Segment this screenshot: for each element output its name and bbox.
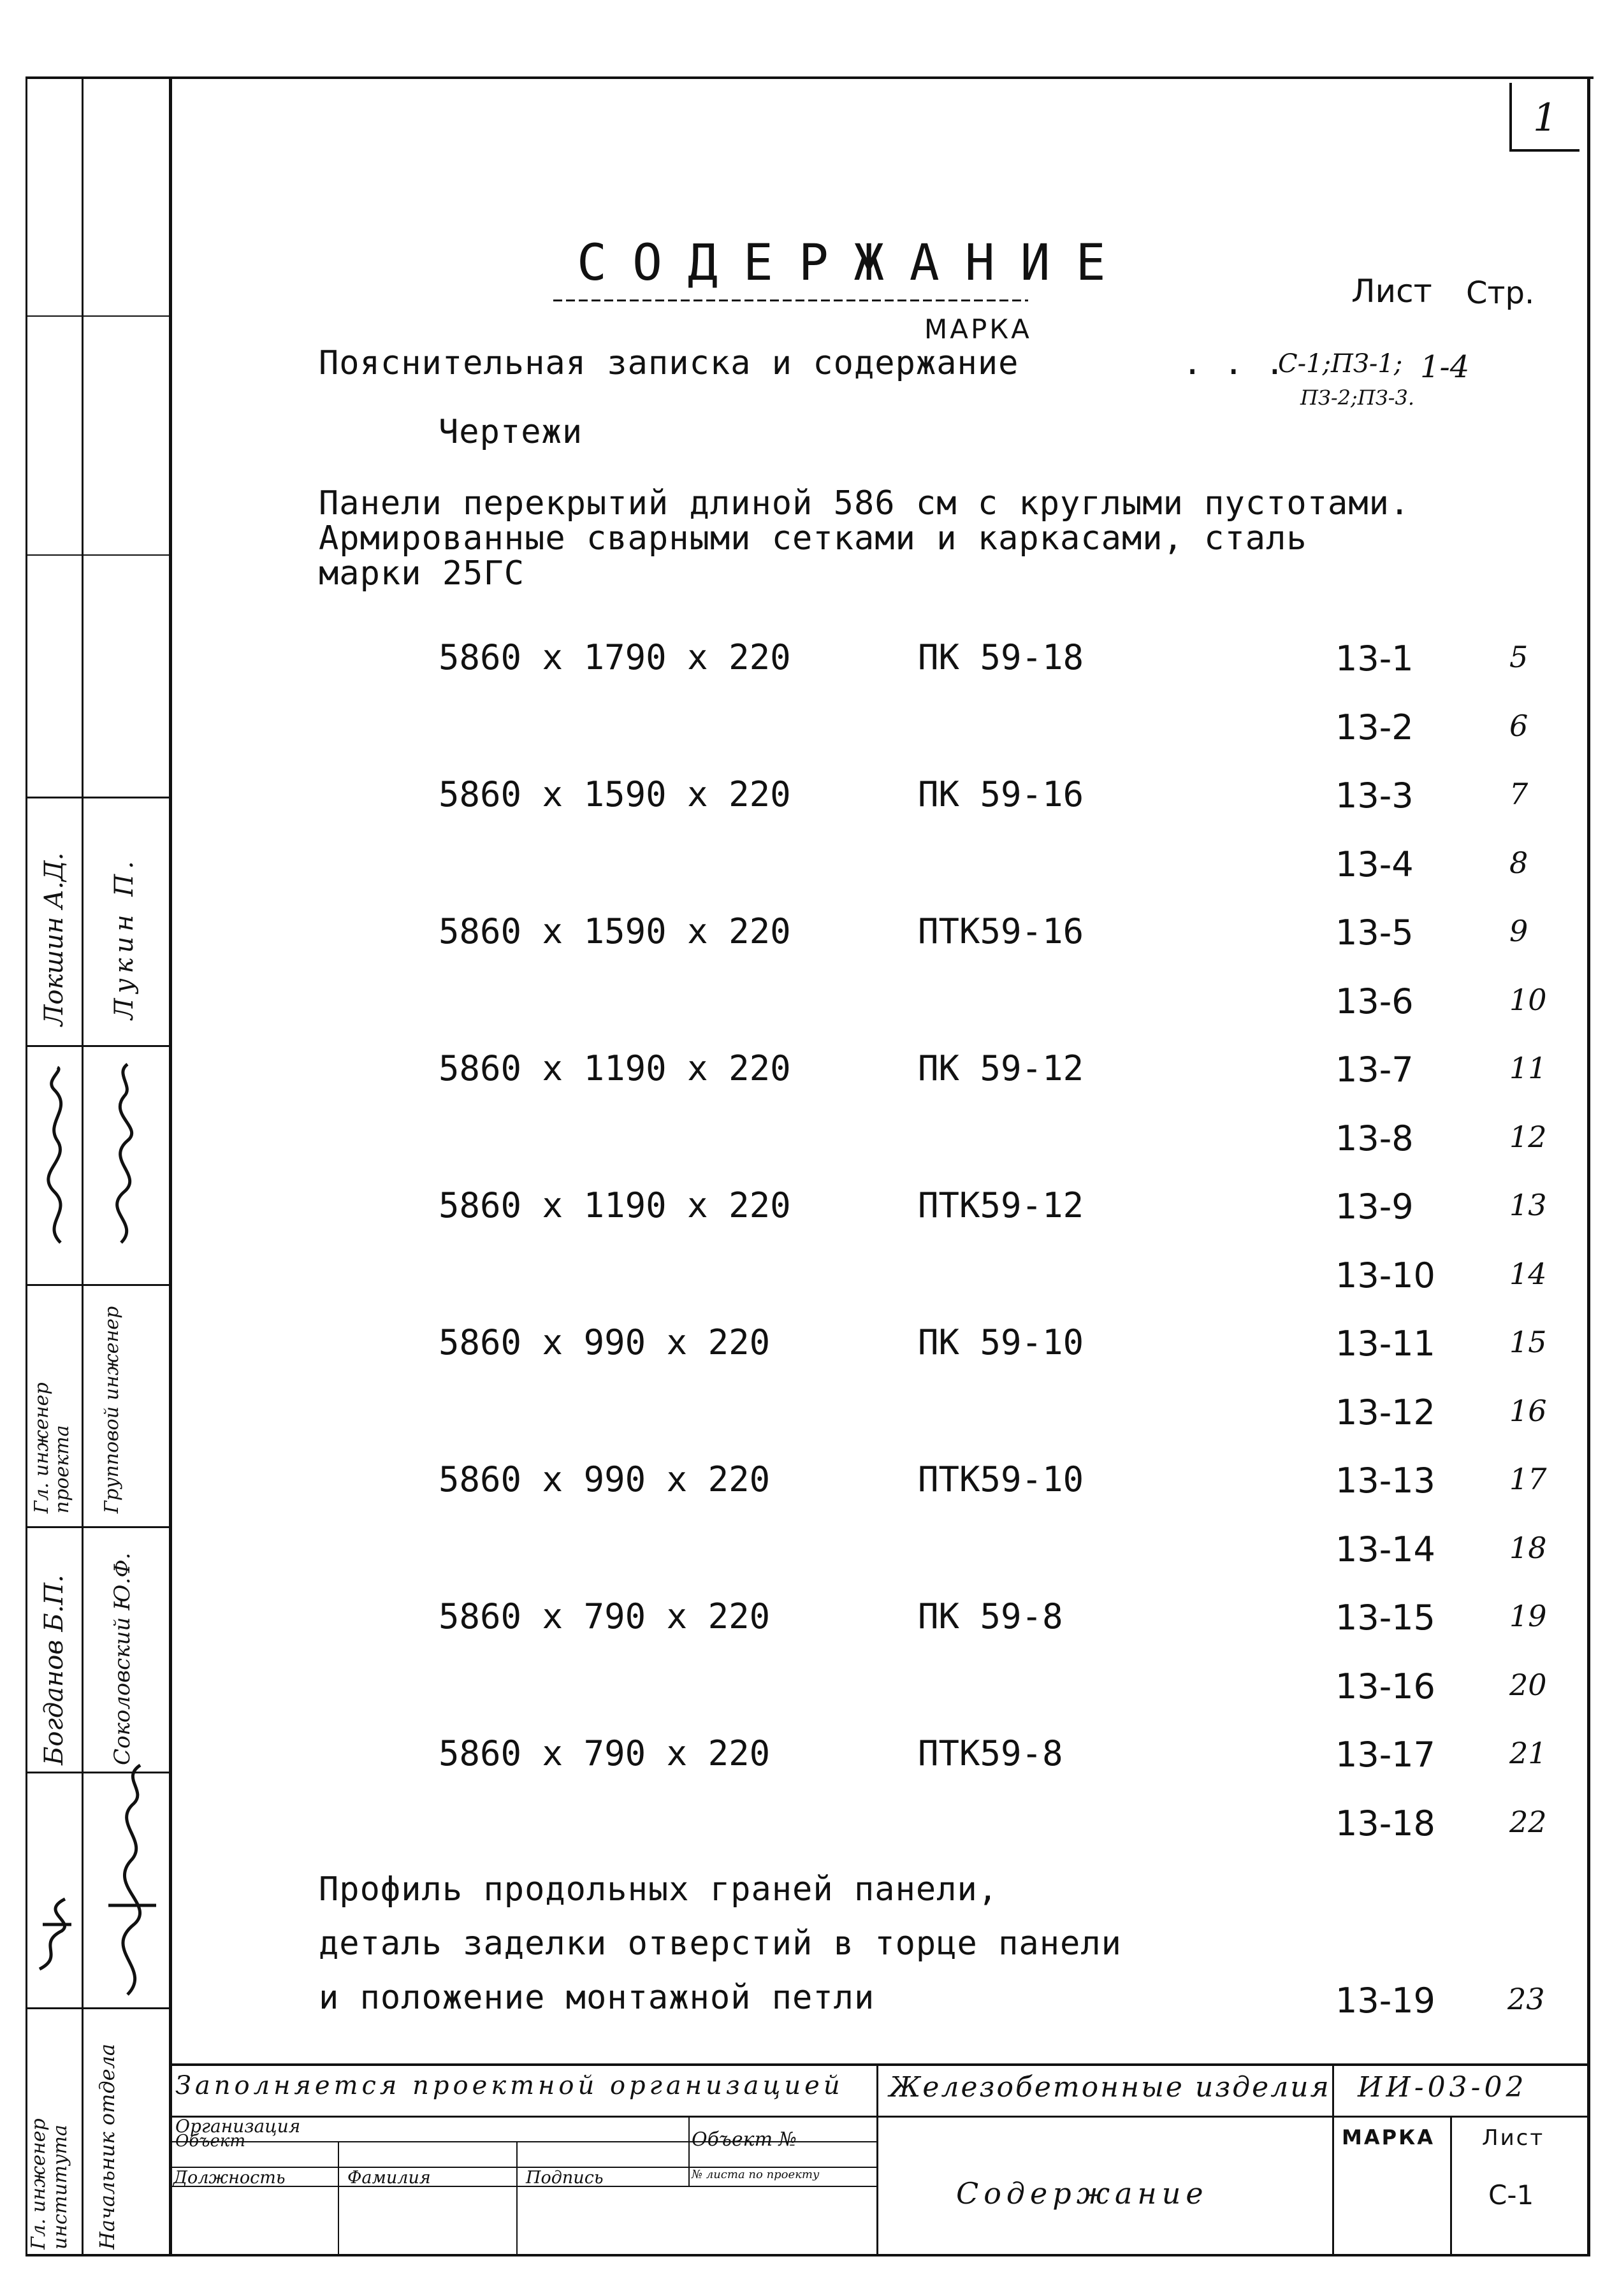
row-dimensions: 5860 x 1590 x 220 <box>439 774 791 814</box>
description-line-2: Армированные сварными сетками и каркасами, сталь <box>319 519 1307 558</box>
row-sheet: 13-18 <box>1335 1803 1435 1844</box>
stamp-surname: Фамилия <box>347 2168 431 2188</box>
description-line-3: марки 25ГС <box>319 554 525 593</box>
row-page: 8 <box>1509 846 1528 880</box>
row-sheet: 13-1 <box>1335 639 1414 679</box>
signature-2 <box>96 1058 147 1249</box>
row-page: 11 <box>1509 1051 1547 1085</box>
intro-label: Пояснительная записка и содержание <box>319 344 1019 382</box>
row-sheet: 13-3 <box>1335 776 1414 816</box>
sidebar-role-chief-engineer-project: Гл. инженер проекта <box>31 1382 73 1513</box>
stamp-col-e <box>338 2141 339 2254</box>
header-sheet: Лист <box>1351 273 1432 310</box>
row-page: 13 <box>1509 1188 1547 1222</box>
stamp-organization: Организация <box>175 2116 301 2137</box>
stamp-signature: Подпись <box>526 2168 604 2188</box>
row-sheet: 13-5 <box>1335 913 1414 953</box>
row-sheet: 13-8 <box>1335 1118 1414 1159</box>
row-page: 14 <box>1509 1257 1547 1291</box>
row-mark: ПТК59-16 <box>918 911 1084 951</box>
stamp-sheet-label: Лист <box>1482 2125 1545 2151</box>
sidebar-divider <box>25 2007 169 2009</box>
sidebar-divider <box>25 1284 169 1286</box>
stamp-position: Должность <box>173 2168 286 2188</box>
row-page: 21 <box>1509 1736 1547 1770</box>
row-sheet: 13-12 <box>1335 1392 1435 1433</box>
row-page: 18 <box>1509 1531 1547 1565</box>
sidebar-divider <box>25 1526 169 1528</box>
description-line-1: Панели перекрытий длиной 586 см с круглыми пустотами. <box>319 484 1411 523</box>
stamp-row1-bottom <box>169 2116 1589 2118</box>
row-dimensions: 5860 x 1590 x 220 <box>439 911 791 951</box>
sidebar-name-lokshin: Локшин А.Д. <box>40 852 69 1026</box>
row-page: 6 <box>1509 709 1528 743</box>
row-sheet: 13-6 <box>1335 981 1414 1022</box>
row-dimensions: 5860 x 1790 x 220 <box>439 637 791 677</box>
row-sheet: 13-7 <box>1335 1050 1414 1090</box>
row-dimensions: 5860 x 1190 x 220 <box>439 1185 791 1225</box>
page-number: 1 <box>1533 96 1558 140</box>
sidebar-name-bogdanov: Богданов Б.П. <box>40 1574 69 1765</box>
row-sheet: 13-15 <box>1335 1598 1435 1638</box>
row-page: 15 <box>1509 1325 1547 1359</box>
sidebar-divider <box>25 1045 169 1047</box>
stamp-sheet-value: С-1 <box>1488 2179 1534 2211</box>
row-page: 22 <box>1509 1805 1547 1839</box>
profile-line-3: и положение монтажной петли <box>319 1979 875 2017</box>
row-dimensions: 5860 x 1190 x 220 <box>439 1048 791 1088</box>
profile-sheet: 13-19 <box>1335 1981 1435 2021</box>
row-page: 9 <box>1509 914 1528 948</box>
stamp-col-c <box>1450 2116 1452 2255</box>
frame-right <box>1587 76 1590 2256</box>
signature-4 <box>33 1886 78 1975</box>
row-sheet: 13-4 <box>1335 844 1414 884</box>
stamp-top <box>169 2063 1589 2066</box>
frame-top <box>25 76 1594 79</box>
intro-dots: . . . <box>1182 344 1286 382</box>
row-page: 17 <box>1509 1462 1547 1496</box>
signature-3 <box>96 1759 166 2001</box>
row-page: 20 <box>1509 1668 1547 1702</box>
row-mark: ПК 59-8 <box>918 1596 1063 1636</box>
row-sheet: 13-9 <box>1335 1187 1414 1227</box>
row-sheet: 13-11 <box>1335 1324 1435 1364</box>
intro-pages: 1-4 <box>1420 349 1470 385</box>
row-page: 19 <box>1509 1599 1547 1633</box>
profile-page: 23 <box>1507 1982 1545 2016</box>
row-mark: ПТК59-12 <box>918 1185 1084 1225</box>
page-title: СОДЕРЖАНИЕ <box>577 235 1131 292</box>
sidebar-divider <box>25 315 169 317</box>
row-dimensions: 5860 x 790 x 220 <box>439 1596 771 1636</box>
row-mark: ПТК59-10 <box>918 1459 1084 1499</box>
intro-codes: С-1;ПЗ-1; <box>1278 349 1403 379</box>
row-dimensions: 5860 x 990 x 220 <box>439 1322 771 1362</box>
row-sheet: 13-17 <box>1335 1735 1435 1775</box>
sidebar-role-group-engineer: Групповой инженер <box>101 1306 123 1513</box>
row-mark: ПТК59-8 <box>918 1733 1063 1773</box>
sidebar-name-sokolovsky: Соколовский Ю.Ф. <box>110 1552 135 1765</box>
row-page: 5 <box>1509 640 1528 674</box>
row-mark: ПК 59-10 <box>918 1322 1084 1362</box>
row-mark: ПК 59-18 <box>918 637 1084 677</box>
signature-1 <box>35 1064 80 1249</box>
sidebar-name-lukin: Лукин П. <box>110 856 139 1020</box>
row-page: 12 <box>1509 1120 1547 1154</box>
stamp-col-d <box>688 2116 690 2186</box>
stamp-product: Железобетонные изделия <box>889 2071 1331 2104</box>
row-sheet: 13-14 <box>1335 1529 1435 1570</box>
frame-left-inner <box>82 76 83 2256</box>
row-mark: ПК 59-16 <box>918 774 1084 814</box>
row-sheet: 13-16 <box>1335 1666 1435 1707</box>
sidebar-divider <box>25 554 169 556</box>
frame-bottom <box>25 2254 1590 2256</box>
profile-line-2: деталь заделки отверстий в торце панели <box>319 1924 1122 1963</box>
stamp-col-b <box>1332 2063 1334 2255</box>
row-sheet: 13-10 <box>1335 1255 1435 1296</box>
stamp-col-f <box>516 2141 518 2254</box>
header-page: Стр. <box>1466 275 1535 311</box>
stamp-object-no: Объект № <box>692 2128 797 2151</box>
frame-left-outer <box>25 76 27 2256</box>
row-sheet: 13-13 <box>1335 1461 1435 1501</box>
stamp-sheet-no: № листа по проекту <box>692 2168 820 2181</box>
title-underline <box>553 300 1028 301</box>
frame-main-left <box>169 76 172 2256</box>
sidebar-role-department-head: Начальник отдела <box>95 2043 119 2249</box>
header-mark: МАРКА <box>924 314 1032 345</box>
profile-line-1: Профиль продольных граней панели, <box>319 1870 999 1909</box>
row-page: 10 <box>1509 983 1547 1017</box>
stamp-col-a <box>876 2063 878 2255</box>
drawings-label: Чертежи <box>439 413 583 451</box>
row-page: 7 <box>1509 777 1528 811</box>
sidebar-role-chief-engineer-institute: Гл. инженер института <box>27 2118 71 2249</box>
row-dimensions: 5860 x 990 x 220 <box>439 1459 771 1499</box>
row-page: 16 <box>1509 1394 1547 1428</box>
row-dimensions: 5860 x 790 x 220 <box>439 1733 771 1773</box>
stamp-fill-note: Заполняется проектной организацией <box>175 2071 844 2100</box>
stamp-doc-title: Содержание <box>956 2176 1209 2211</box>
row-mark: ПК 59-12 <box>918 1048 1084 1088</box>
stamp-mark-label: МАРКА <box>1342 2125 1435 2149</box>
sidebar-divider <box>25 797 169 798</box>
row-sheet: 13-2 <box>1335 707 1414 747</box>
stamp-code: ИИ-03-02 <box>1358 2071 1528 2104</box>
intro-codes-2: ПЗ-2;ПЗ-3. <box>1300 386 1414 410</box>
stamp-object: Объект <box>175 2132 246 2151</box>
